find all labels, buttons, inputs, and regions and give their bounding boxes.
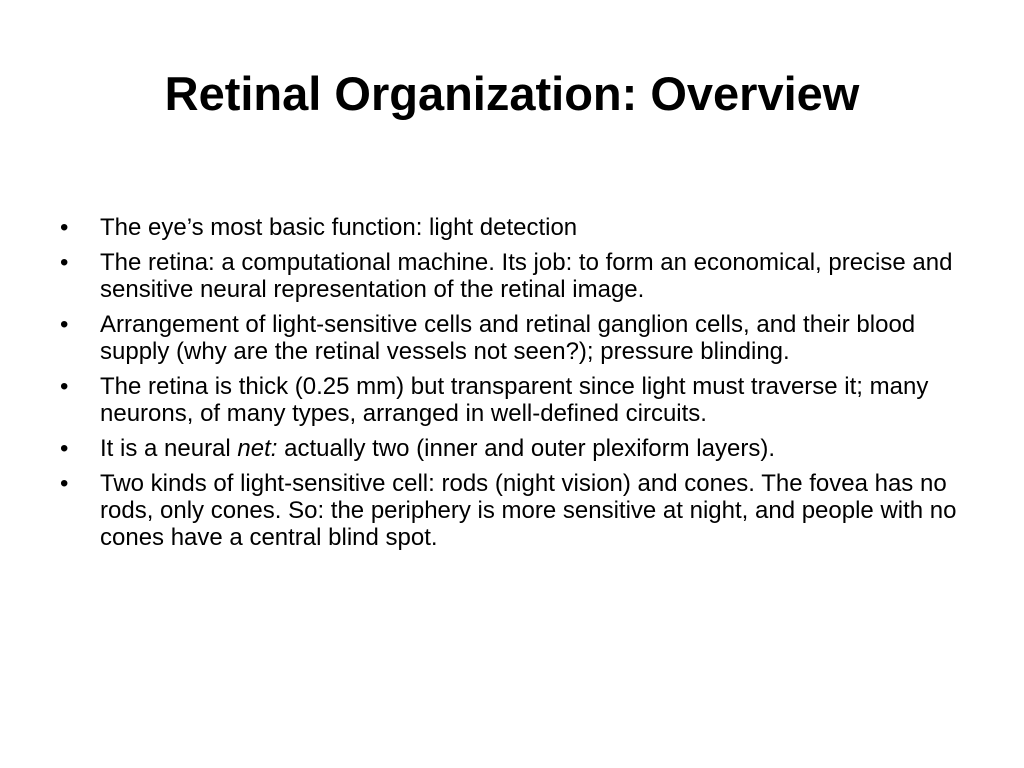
bullet-marker: • <box>60 214 69 241</box>
bullet-item <box>58 311 978 365</box>
bullet-text-emphasis: net: <box>237 435 278 462</box>
bullet-marker: • <box>60 311 69 338</box>
bullet-item <box>58 435 978 462</box>
bullet-text-pre: It is a neural <box>100 435 238 462</box>
bullet-item <box>58 470 978 551</box>
bullet-text: The retina is thick (0.25 mm) but transparent since light must traverse it; many neurons, of many types, arranged in well-defined circuits. <box>100 373 929 427</box>
bullet-list <box>58 214 978 559</box>
bullet-item <box>58 249 978 303</box>
slide-title: Retinal Organization: Overview <box>164 67 860 120</box>
bullet-item <box>58 373 978 427</box>
bullet-marker: • <box>60 373 69 400</box>
bullet-text: Arrangement of light-sensitive cells and retinal ganglion cells, and their blood supply (why are the retinal vessels not seen?); pressure blinding. <box>100 311 916 365</box>
bullet-text: The retina: a computational machine. Its job: to form an economical, precise and sensitive neural representation of the retinal image. <box>100 249 953 303</box>
bullet-marker: • <box>60 249 69 276</box>
bullet-item <box>58 214 978 241</box>
bullet-text: Two kinds of light-sensitive cell: rods (night vision) and cones. The fovea has no rods, only cones. So: the periphery is more sensitive at night, and people with no cones have a central blind spot. <box>100 470 957 551</box>
bullet-text: The eye’s most basic function: light detection <box>100 214 578 241</box>
bullet-marker: • <box>60 470 69 497</box>
bullet-marker: • <box>60 435 69 462</box>
bullet-text-post: actually two (inner and outer plexiform layers). <box>277 435 775 462</box>
